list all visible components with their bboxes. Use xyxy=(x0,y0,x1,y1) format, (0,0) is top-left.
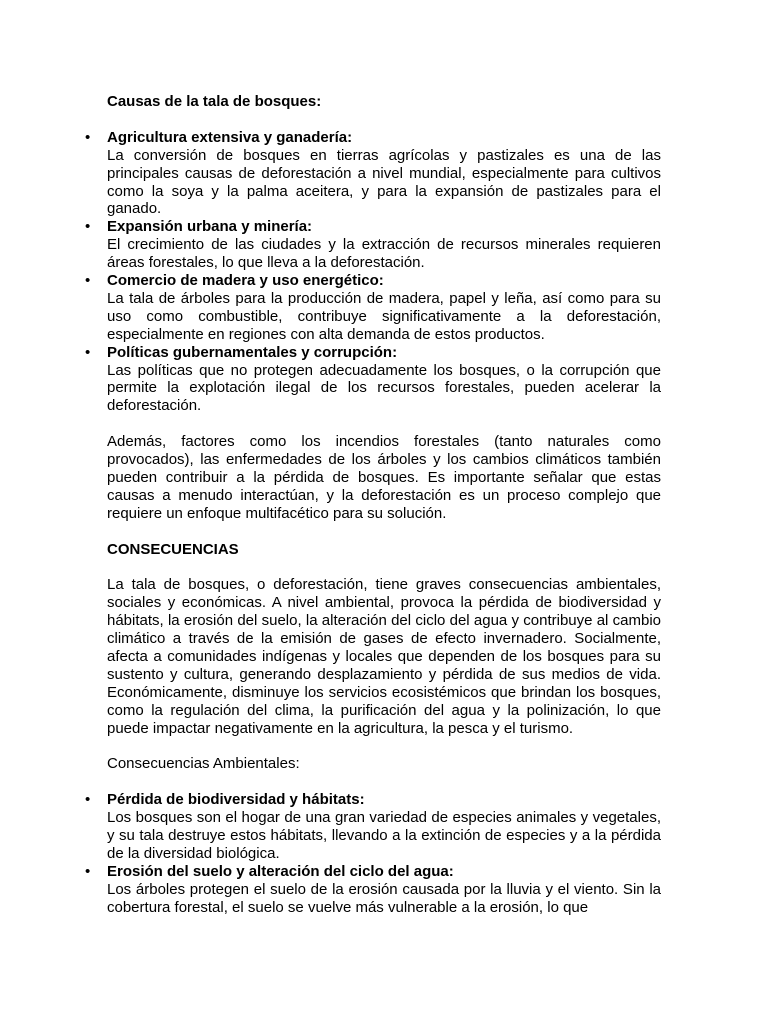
causes-heading: Causas de la tala de bosques: xyxy=(107,93,322,110)
item-title: • Erosión del suelo y alteración del ciclo del agua: xyxy=(107,862,454,880)
spacer xyxy=(107,773,661,791)
consequences-heading: CONSECUENCIAS xyxy=(107,540,239,558)
list-item xyxy=(107,272,661,344)
item-title: • Comercio de madera y uso energético: xyxy=(107,272,384,290)
spacer xyxy=(107,415,661,433)
item-text: Las políticas que no protegen adecuadamente los bosques, o la corrupción que permite la explotación ilegal de los recursos forestales, pueden acelerar la deforestación. xyxy=(107,361,661,415)
consequences-intro-paragraph: La tala de bosques, o deforestación, tiene graves consecuencias ambientales, sociales y económicas. A nivel ambiental, provoca la pérdida de biodiversidad y hábitats, la erosión del suelo, la alteración del ciclo del agua y contribuye al cambio climático a través de la emisión de gases de efecto invernadero. Socialmente, afecta a comunidades indígenas y locales que dependen de los bosques para su sustento y cultura, generando desplazamiento y pérdida de sus medios de vida. Económicamente, disminuye los servicios ecosistémicos que brindan los bosques, como la regulación del clima, la purificación del agua y la polinización, lo que puede impactar negativamente en la agricultura, la pesca y el turismo. xyxy=(107,576,661,737)
causes-closing-paragraph: Además, factores como los incendios forestales (tanto naturales como provocados), las enfermedades de los árboles y los cambios climáticos también pueden contribuir a la pérdida de bosques. Es importante señalar que estas causas a menudo interactúan, y la deforestación es un proceso complejo que requiere un enfoque multifacético para su solución. xyxy=(107,433,661,522)
item-title: • Pérdida de biodiversidad y hábitats: xyxy=(107,791,365,809)
document-body xyxy=(107,93,661,917)
list-item xyxy=(107,863,661,917)
environmental-consequences-list xyxy=(107,791,661,916)
item-text: La tala de árboles para la producción de madera, papel y leña, así como para su uso como combustible, contribuye significativamente a la deforestación, especialmente en regiones con alta demanda de estos productos. xyxy=(107,289,661,343)
causes-list xyxy=(107,129,661,416)
list-item xyxy=(107,129,661,219)
environmental-consequences-subheading: Consecuencias Ambientales: xyxy=(107,755,300,773)
list-item xyxy=(107,791,661,863)
spacer xyxy=(107,523,661,541)
item-text: La conversión de bosques en tierras agrícolas y pastizales es una de las principales causas de deforestación a nivel mundial, especialmente para cultivos como la soya y la palma aceitera, y para la expansión de pastizales para el ganado. xyxy=(107,146,661,218)
item-text: Los bosques son el hogar de una gran variedad de especies animales y vegetales, y su tala destruye estos hábitats, llevando a la extinción de especies y a la pérdida de la diversidad biológica. xyxy=(107,809,661,862)
item-title: • Políticas gubernamentales y corrupción: xyxy=(107,343,398,361)
list-item xyxy=(107,218,661,272)
list-item xyxy=(107,344,661,416)
spacer xyxy=(107,559,661,577)
spacer xyxy=(107,111,661,129)
spacer xyxy=(107,738,661,756)
item-title: • Expansión urbana y minería: xyxy=(107,218,313,236)
item-text: Los árboles protegen el suelo de la erosión causada por la lluvia y el viento. Sin la cobertura forestal, el suelo se vuelve más vulnerable a la erosión, lo que xyxy=(107,880,661,916)
item-title: • Agricultura extensiva y ganadería: xyxy=(107,128,353,146)
item-text: El crecimiento de las ciudades y la extracción de recursos minerales requieren áreas forestales, lo que lleva a la deforestación. xyxy=(107,236,661,272)
